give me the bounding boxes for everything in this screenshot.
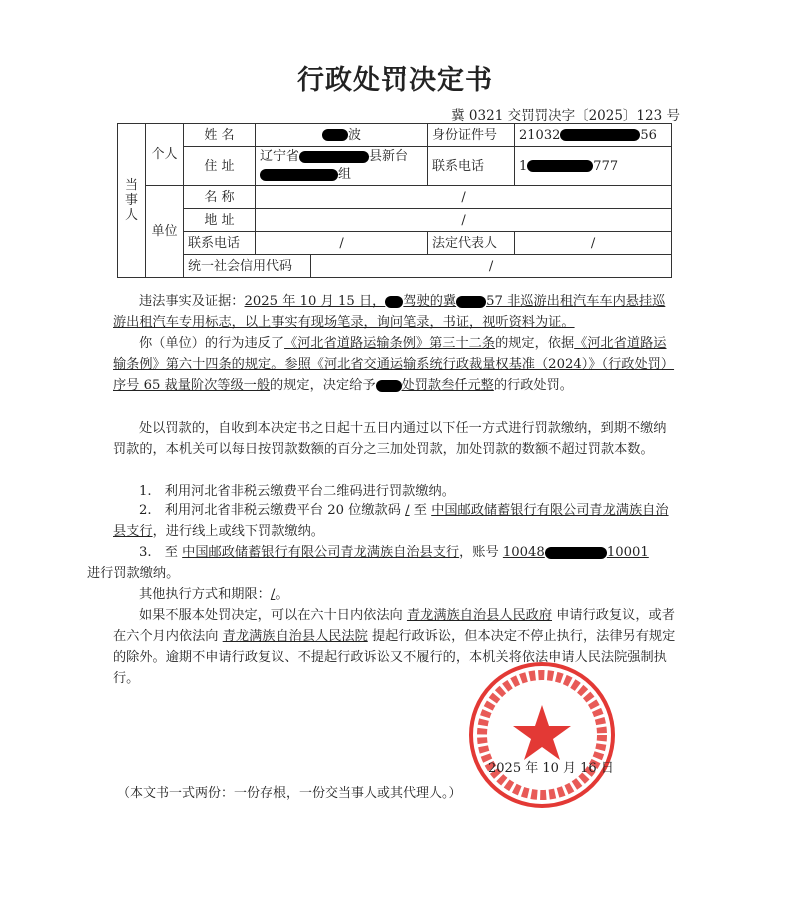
legal-rep-label: 法定代表人 [428, 232, 515, 255]
credit-code-label: 统一社会信用代码 [184, 255, 311, 278]
name-label: 姓 名 [184, 124, 256, 147]
id-label: 身份证件号 [428, 124, 515, 147]
issue-date: 2025 年 10 月 16 日 [488, 761, 614, 776]
redaction-mark [560, 129, 640, 141]
legal-rep-value: / [515, 232, 672, 255]
redaction-mark [545, 547, 607, 559]
document-number: 冀 0321 交罚罚决字〔2025〕123 号 [451, 108, 680, 124]
payment-method-2: 2. 利用河北省非税云缴费平台 20 位缴款码 / 至 中国邮政储蓄银行有限公司青龙满族自治县支行，进行线上或线下罚款缴纳。 [113, 503, 669, 539]
redaction-mark [456, 296, 486, 308]
redaction-mark [376, 380, 402, 392]
party-label: 当事人 [118, 124, 146, 278]
facts-paragraph: 违法事实及证据：2025 年 10 月 15 日， 驾驶的冀 57 非巡游出租汽车车内悬挂巡游出租汽车专用标志，以上事实有现场笔录，询问笔录，书证，视听资料为证。 [113, 294, 666, 330]
address-label: 住 址 [184, 147, 256, 186]
other-execution-paragraph: 其他执行方式和期限：/。 [139, 587, 289, 602]
id-value: 21032 56 [515, 124, 672, 147]
appeal-paragraph: 如果不服本处罚决定，可以在六十日内依法向 青龙满族自治县人民政府 申请行政复议，或者在六个月内依法向 青龙满族自治县人民法院 提起行政诉讼，但本决定不停止执行，法律另有规定的除外。逾期不申请行政复议、不提起行政诉讼又不履行的，本机关将依法申请人民法院强制执行。 [113, 608, 676, 686]
redaction-mark [385, 296, 403, 308]
individual-label: 个人 [146, 124, 184, 186]
payment-method-1: 1. 利用河北省非税云缴费平台二维码进行罚款缴纳。 [139, 484, 455, 499]
footer-note: （本文书一式两份：一份存根，一份交当事人或其代理人。） [117, 786, 462, 801]
official-seal-stamp [467, 660, 617, 810]
name-value: 波 [256, 124, 428, 147]
phone-label: 联系电话 [428, 147, 515, 186]
penalty-payment-paragraph: 处以罚款的，自收到本决定书之日起十五日内通过以下任一方式进行罚款缴纳，到期不缴纳罚款的，本机关可以每日按罚款数额的百分之三加处罚款，加处罚款的数额不超过罚款本数。 [113, 421, 667, 457]
phone-value: 1 777 [515, 147, 672, 186]
unit-address-value: / [256, 209, 672, 232]
redaction-mark [322, 129, 348, 141]
document-title: 行政处罚决定书 [297, 65, 493, 96]
unit-name-value: / [256, 186, 672, 209]
unit-address-label: 地 址 [184, 209, 256, 232]
redaction-mark [527, 160, 593, 172]
address-value: 辽宁省 县新台 组 [256, 147, 428, 186]
unit-label: 单位 [146, 186, 184, 278]
credit-code-value: / [311, 255, 672, 278]
violation-paragraph: 你（单位）的行为违反了《河北省道路运输条例》第三十二条的规定，依据《河北省道路运输条例》第六十四条的规定。参照《河北省交通运输系统行政裁量权基准（2024）》（行政处罚）序号 65 裁量阶次等级一般的规定，决定给予 处罚款叁仟元整的行政处罚。 [113, 336, 675, 393]
redaction-mark [299, 151, 369, 163]
unit-phone-label: 联系电话 [184, 232, 256, 255]
unit-phone-value: / [256, 232, 428, 255]
redaction-mark [260, 169, 338, 181]
payment-method-3: 3. 至 中国邮政储蓄银行有限公司青龙满族自治县支行，账号 10048 10001 进行罚款缴纳。 [87, 545, 649, 581]
party-info-table [117, 123, 672, 278]
unit-name-label: 名 称 [184, 186, 256, 209]
